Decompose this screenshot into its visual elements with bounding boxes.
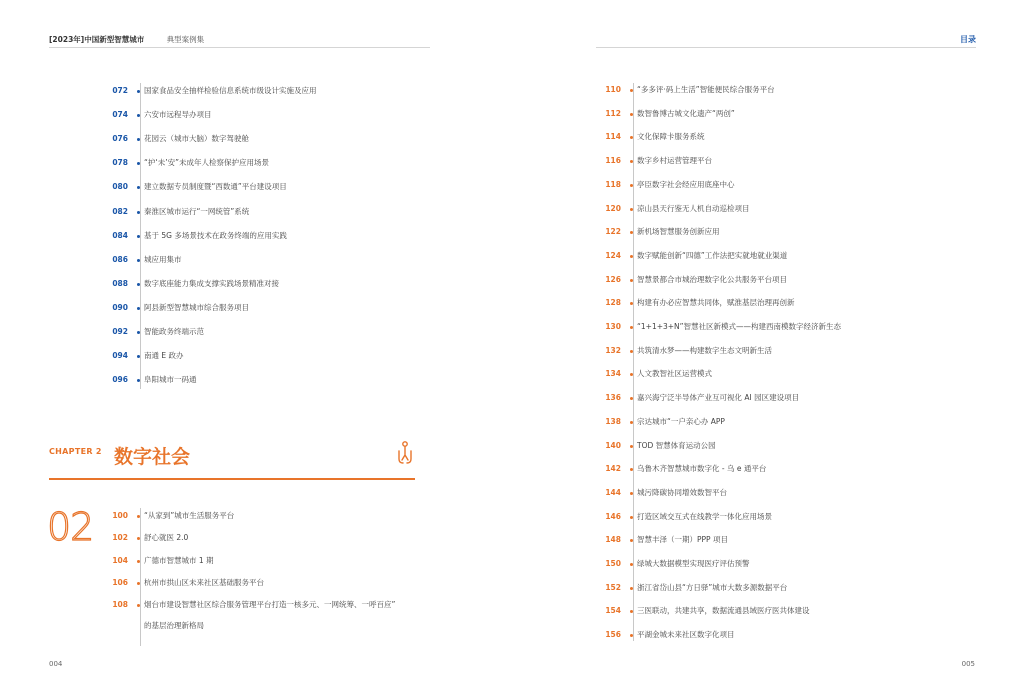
toc-page-number: 112 [605,108,621,118]
toc-entry-title: 花园云（城市大脑）数字驾驶舱 [144,134,249,144]
toc-entry-title-continued: 的基层治理新格局 [144,621,204,631]
toc-page-number: 138 [605,416,621,426]
toc-page-number: 114 [605,132,621,142]
book-title: [2023年]中国新型智慧城市 [49,35,145,44]
toc-page-number: 088 [112,278,128,288]
toc-page-number: 136 [605,393,621,403]
toc-entry-title: TOD 智慧体育运动公园 [637,440,716,450]
toc-page-number: 140 [605,440,621,450]
toc-entry-title: 嘉兴海宁泛半导体产业互可视化 AI 园区建设项目 [637,393,800,403]
toc-page-number: 124 [605,250,621,260]
toc-bullet-dot [137,560,140,563]
toc-entry-title: 数智鲁博古城文化遗产“两创” [637,108,735,118]
toc-divider-ch2-left [140,508,141,646]
toc-entry-title: 烟台市建设智慧社区综合服务管理平台打造一核多元、一网统筹、一呼百应” [144,600,396,610]
toc-page-number: 122 [605,227,621,237]
toc-bullet-dot [137,211,140,214]
toc-bullet-dot [630,445,633,448]
toc-bullet-dot [630,563,633,566]
toc-bullet-dot [630,587,633,590]
chapter-rule [49,478,415,480]
toc-page-number: 150 [605,559,621,568]
toc-bullet-dot [630,279,633,282]
toc-entry-title: 秦淮区城市运行“一网统管”系统 [144,206,250,216]
toc-bullet-dot [137,307,140,310]
page-number-left: 004 [49,660,63,668]
toc-bullet-dot [630,184,633,187]
toc-page-number: 094 [112,351,128,361]
toc-entry-title: 数字乡村运营管理平台 [637,156,712,166]
toc-entry-title: 绿城大数据模型实现医疗评估预警 [637,559,750,568]
toc-page-number: 082 [112,206,128,216]
toc-page-number: 092 [112,327,128,336]
toc-bullet-dot [630,492,633,495]
toc-divider-ch1 [140,83,141,389]
toc-entry-title: 杭州市拱山区未来社区基础服务平台 [144,577,264,587]
toc-entry-title: “多多评·码上生活”智能便民综合服务平台 [637,85,775,94]
toc-page-number: 100 [112,511,128,520]
toc-entry-title: 城应用集市 [144,254,182,264]
toc-entry-title: 阜阳城市一码通 [144,375,197,385]
page-number-right: 005 [961,660,975,668]
toc-entry-title: 三医联动，共建共享，数据流通县域医疗医共体建设 [637,606,810,616]
chapter-title: 数字社会 [114,446,191,468]
toc-entry-title: “1+1+3+N”智慧社区新模式——构建西南模数字经济新生态 [637,322,842,331]
toc-bullet-dot [630,208,633,211]
toc-bullet-dot [630,326,633,329]
toc-page-number: 084 [112,230,128,240]
toc-entry-title: 共筑清水梦——构建数字生态文明新生活 [637,345,772,355]
toc-page-number: 144 [605,487,621,497]
toc-entry-title: 建立数据专员制度暨“西数通”平台建设项目 [144,182,287,192]
header-rule-left [49,47,430,48]
toc-page-number: 102 [112,533,128,543]
toc-bullet-dot [630,89,633,92]
toc-page-number: 096 [112,375,128,385]
toc-page-number: 076 [112,134,128,144]
toc-entry-title: 凉山县天行鉴无人机自动巡检项目 [637,203,750,213]
toc-page-number: 080 [112,182,128,192]
toc-page-number: 108 [112,600,128,610]
toc-entry-title: 打造区域交互式在线教学一体化应用场景 [637,511,772,521]
toc-page-number: 120 [605,203,621,213]
toc-entry-title: 阿县新型智慧城市综合服务项目 [144,302,249,312]
toc-entry-title: 浙江省岱山县“方日驿”城市大数多源数据平台 [637,582,788,592]
toc-page-number: 104 [112,555,128,565]
toc-entry-title: 人文教智社区运营模式 [637,369,712,379]
toc-page-number: 142 [605,464,621,474]
toc-page-number: 072 [112,86,128,95]
toc-divider-ch2-right [633,83,634,641]
toc-entry-title: 六安市远程导办项目 [144,110,212,120]
toc-entry-title: 基于 5G 多场景技术在政务终端的应用实践 [144,230,287,240]
toc-bullet-dot [137,259,140,262]
toc-bullet-dot [630,516,633,519]
toc-entry-title: 智能政务终端示范 [144,327,204,336]
toc-page-number: 118 [605,179,621,189]
toc-entry-title: 构建有办必应智慧共同体，赋淮基层治理再创新 [637,298,795,308]
toc-bullet-dot [630,350,633,353]
toc-bullet-dot [630,421,633,424]
toc-bullet-dot [630,113,633,116]
toc-page-number: 106 [112,577,128,587]
toc-page-number: 090 [112,302,128,312]
toc-entry-title: 南通 E 政办 [144,351,184,361]
toc-page-number: 148 [605,535,621,545]
toc-entry-title: 新机场智慧服务创新应用 [637,227,720,237]
toc-bullet-dot [137,283,140,286]
toc-bullet-dot [137,90,140,93]
toc-entry-title: 数字赋能创新“四德”工作法把实就地就业渠道 [637,250,788,260]
toc-page-number: 152 [605,582,621,592]
toc-bullet-dot [630,255,633,258]
toc-entry-title: 平湖金城未来社区数字化项目 [637,630,735,640]
toc-entry-title: 乌鲁木齐智慧城市数字化 - 乌 e 通平台 [637,464,767,474]
toc-page-number: 074 [112,110,128,120]
toc-page-number: 128 [605,298,621,308]
toc-entry-title: “从家到”城市生活服务平台 [144,511,235,520]
toc-entry-title: 亭臣数字社会经应用底座中心 [637,179,735,189]
toc-page-number: 132 [605,345,621,355]
toc-entry-title: 宗达城市“一户亲心办 APP [637,416,725,426]
toc-page-number: 130 [605,322,621,331]
section-title: 典型案例集 [166,35,205,44]
toc-entry-title: 广德市智慧城市 1 期 [144,555,214,565]
chapter-number: 02 [47,505,94,549]
toc-entry-title: 国家食品安全抽样检验信息系统市级设计实施及应用 [144,86,317,95]
toc-bullet-dot [137,515,140,518]
toc-entry-title: “护‘未’安”未成年人检察保护应用场景 [144,158,270,168]
toc-entry-title: 文化保障卡服务系统 [637,132,705,142]
toc-page-number: 078 [112,158,128,168]
running-header [49,34,204,45]
toc-nav-link[interactable]: 目录 [960,35,976,44]
toc-entry-title: 舒心就医 2.0 [144,533,189,543]
toc-page-number: 156 [605,630,621,640]
toc-page-number: 086 [112,254,128,264]
toc-bullet-dot [137,331,140,334]
toc-entry-title: 智慧景都合市城治理数字化公共服务平台项目 [637,274,787,284]
toc-page-number: 146 [605,511,621,521]
header-rule-right [596,47,976,48]
toc-entry-title: 智慧丰泽（一期）PPP 项目 [637,535,728,545]
chapter-label: CHAPTER 2 [49,447,102,456]
toc-page-number: 134 [605,369,621,379]
toc-page-number: 116 [605,156,621,166]
toc-bullet-dot [137,582,140,585]
toc-page-number: 110 [605,85,621,94]
toc-page-number: 126 [605,274,621,284]
people-network-icon [395,441,415,471]
toc-entry-title: 数字底座能力集成支撑实践场景精准对接 [144,278,279,288]
toc-page-number: 154 [605,606,621,616]
toc-entry-title: 城污降碳协同增效数智平台 [637,487,727,497]
toc-bullet-dot [137,235,140,238]
